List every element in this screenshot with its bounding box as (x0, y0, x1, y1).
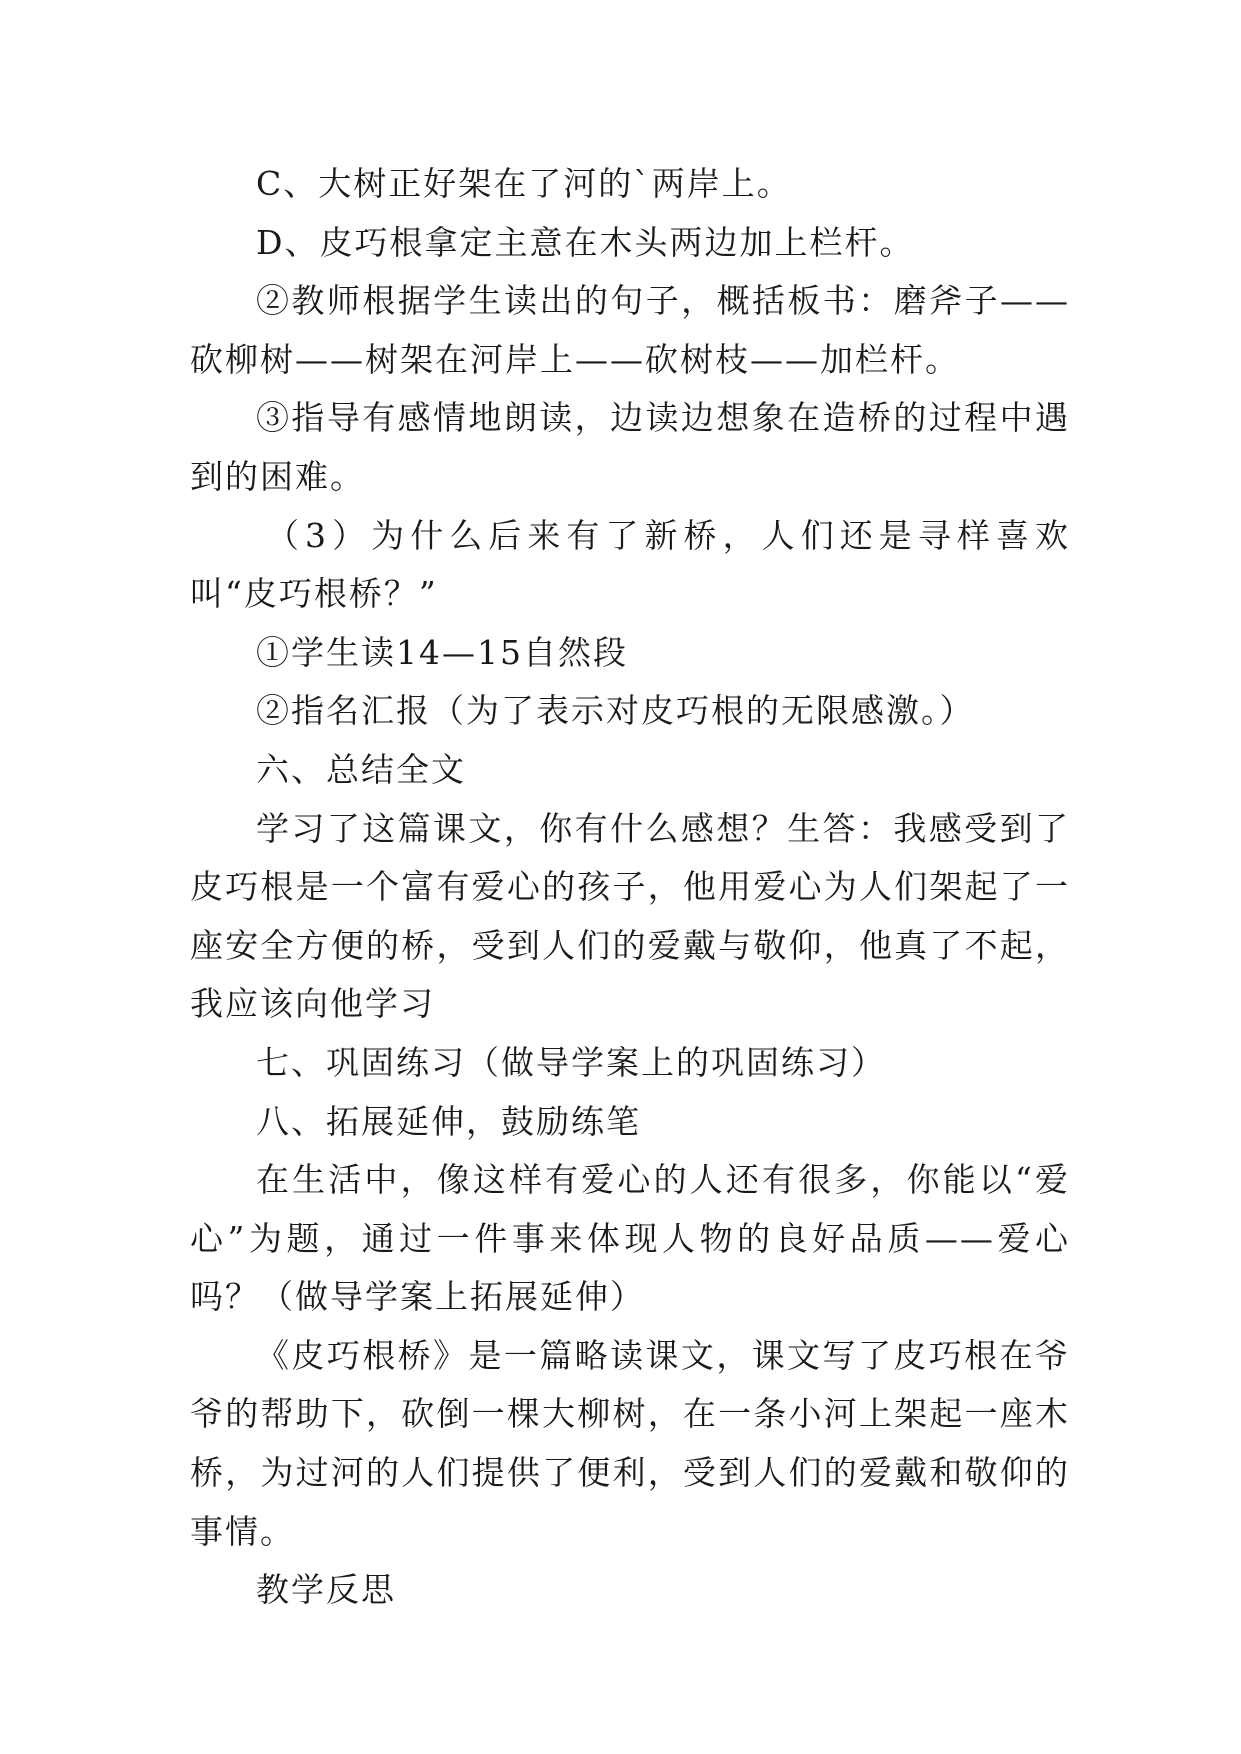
section-heading-summary: 六、总结全文 (256, 749, 466, 789)
teaching-reflection-heading: 教学反思 (256, 1570, 396, 1610)
reading-guidance-paragraph: ③指导有感情地朗读，边读边想象在造桥的过程中遇到的困难。 (190, 398, 1070, 496)
report-line: ②指名汇报（为了表示对皮巧根的无限感激。） (256, 691, 975, 731)
blackboard-summary-paragraph: ②教师根据学生读出的句子，概括板书：磨斧子——砍柳树——树架在河岸上——砍树枝——加栏杆。 (190, 281, 1070, 379)
section-heading-extension: 八、拓展延伸，鼓励练笔 (256, 1101, 641, 1141)
section-heading-practice: 七、巩固练习（做导学案上的巩固练习） (256, 1042, 886, 1082)
reflection-answer-paragraph: 学习了这篇课文，你有什么感想？生答：我感受到了皮巧根是一个富有爱心的孩子，他用爱心为人们架起了一座安全方便的桥，受到人们的爱戴与敬仰，他真了不起，我应该向他学习 (190, 808, 1070, 1024)
option-d-line: D、皮巧根拿定主意在木头两边加上栏杆。 (256, 222, 915, 262)
option-c-line: C、大树正好架在了河的`两岸上。 (256, 164, 792, 203)
question-3-paragraph: （3）为什么后来有了新桥，人们还是寻样喜欢叫“皮巧根桥？” (190, 515, 1070, 614)
extension-task-paragraph: 在生活中，像这样有爱心的人还有很多，你能以“爱心”为题，通过一件事来体现人物的良好品质——爱心吗？（做导学案上拓展延伸） (190, 1160, 1070, 1317)
student-reading-line: ①学生读14—15自然段 (256, 632, 628, 672)
document-body (190, 155, 1070, 1620)
lesson-summary-paragraph: 《皮巧根桥》是一篇略读课文，课文写了皮巧根在爷爷的帮助下，砍倒一棵大柳树，在一条小河上架起一座木桥，为过河的人们提供了便利，受到人们的爱戴和敬仰的事情。 (190, 1335, 1070, 1551)
